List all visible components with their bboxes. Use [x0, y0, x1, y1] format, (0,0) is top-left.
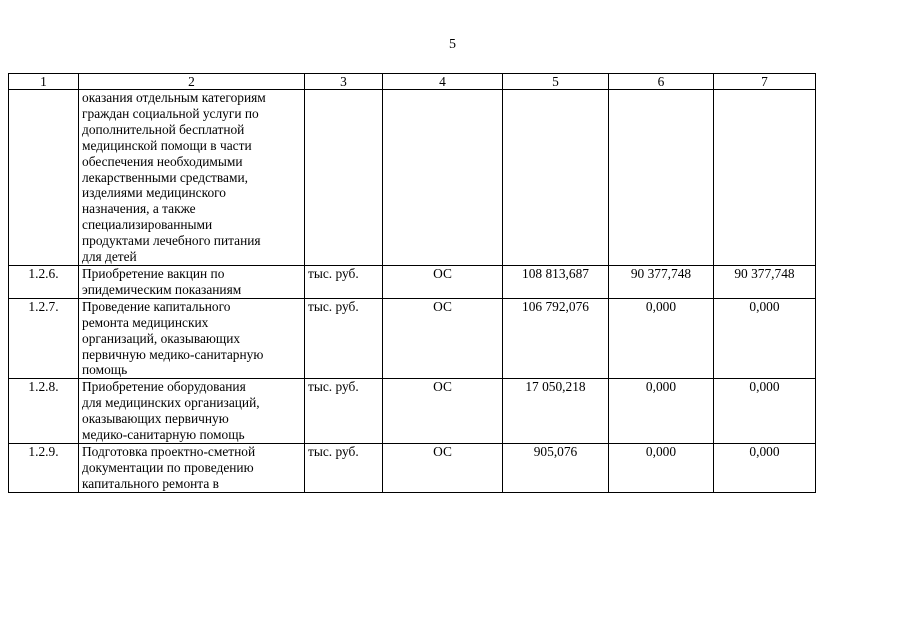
row-value-col5-cell — [503, 90, 609, 266]
description-line: организаций, оказывающих — [82, 330, 241, 346]
row-number-cell: 1.2.8. — [9, 379, 79, 444]
table-row — [9, 443, 816, 492]
row-value-col6-cell: 0,000 — [609, 443, 714, 492]
row-value-col7-cell: 90 377,748 — [714, 265, 816, 298]
description-line: капитального ремонта в — [82, 475, 219, 491]
description-line: лекарственными средствами, — [82, 169, 248, 185]
row-value-col5-cell: 108 813,687 — [503, 265, 609, 298]
row-unit-cell: тыс. руб. — [305, 379, 383, 444]
table-row — [9, 298, 816, 379]
row-value-col7-cell: 0,000 — [714, 298, 816, 379]
description-line: дополнительной бесплатной — [82, 121, 245, 137]
description-line: для медицинских организаций, — [82, 395, 260, 411]
header-cell-4: 4 — [383, 74, 503, 90]
row-value-col7-cell: 0,000 — [714, 379, 816, 444]
description-line: ремонта медицинских — [82, 314, 209, 330]
description-line: изделиями медицинского — [82, 185, 227, 201]
table-header-row — [9, 74, 816, 90]
description-line: Приобретение оборудования — [82, 379, 246, 395]
row-description-cell — [79, 443, 305, 492]
row-source-cell: ОС — [383, 443, 503, 492]
header-cell-7: 7 — [714, 74, 816, 90]
description-line: документации по проведению — [82, 459, 254, 475]
row-unit-cell: тыс. руб. — [305, 265, 383, 298]
row-description-cell — [79, 90, 305, 266]
row-number-cell — [9, 90, 79, 266]
row-source-cell: ОС — [383, 265, 503, 298]
row-description-cell — [79, 379, 305, 444]
row-description-cell — [79, 298, 305, 379]
description-line: назначения, а также — [82, 201, 196, 217]
description-line: эпидемическим показаниям — [82, 281, 242, 297]
row-value-col5-cell: 106 792,076 — [503, 298, 609, 379]
row-source-cell — [383, 90, 503, 266]
header-cell-2: 2 — [79, 74, 305, 90]
row-number-cell: 1.2.6. — [9, 265, 79, 298]
description-line: оказывающих первичную — [82, 411, 229, 427]
row-source-cell: ОС — [383, 379, 503, 444]
description-line: граждан социальной услуги по — [82, 105, 259, 121]
budget-table — [8, 73, 816, 493]
row-unit-cell — [305, 90, 383, 266]
row-number-cell: 1.2.7. — [9, 298, 79, 379]
page-number: 5 — [449, 37, 456, 52]
row-description-cell — [79, 265, 305, 298]
row-value-col6-cell — [609, 90, 714, 266]
description-line: первичную медико-санитарную — [82, 346, 264, 362]
row-value-col6-cell: 90 377,748 — [609, 265, 714, 298]
table-row — [9, 379, 816, 444]
row-value-col7-cell: 0,000 — [714, 443, 816, 492]
header-cell-3: 3 — [305, 74, 383, 90]
description-line: медико-санитарную помощь — [82, 427, 245, 443]
row-value-col6-cell: 0,000 — [609, 379, 714, 444]
row-value-col7-cell — [714, 90, 816, 266]
description-line: обеспечения необходимыми — [82, 153, 243, 169]
header-cell-6: 6 — [609, 74, 714, 90]
table-body — [9, 74, 816, 493]
header-cell-5: 5 — [503, 74, 609, 90]
row-unit-cell: тыс. руб. — [305, 298, 383, 379]
row-number-cell: 1.2.9. — [9, 443, 79, 492]
row-value-col5-cell: 905,076 — [503, 443, 609, 492]
table-row — [9, 90, 816, 266]
description-line: продуктами лечебного питания — [82, 233, 261, 249]
description-line: Приобретение вакцин по — [82, 265, 225, 281]
description-line: помощь — [82, 362, 128, 378]
table-row — [9, 265, 816, 298]
description-line: Подготовка проектно-сметной — [82, 443, 256, 459]
description-line: оказания отдельным категориям — [82, 90, 266, 105]
row-value-col5-cell: 17 050,218 — [503, 379, 609, 444]
header-cell-1: 1 — [9, 74, 79, 90]
description-line: медицинской помощи в части — [82, 137, 252, 153]
row-value-col6-cell: 0,000 — [609, 298, 714, 379]
row-source-cell: ОС — [383, 298, 503, 379]
description-line: Проведение капитального — [82, 298, 231, 314]
description-line: специализированными — [82, 217, 213, 233]
row-unit-cell: тыс. руб. — [305, 443, 383, 492]
description-line: для детей — [82, 249, 137, 265]
